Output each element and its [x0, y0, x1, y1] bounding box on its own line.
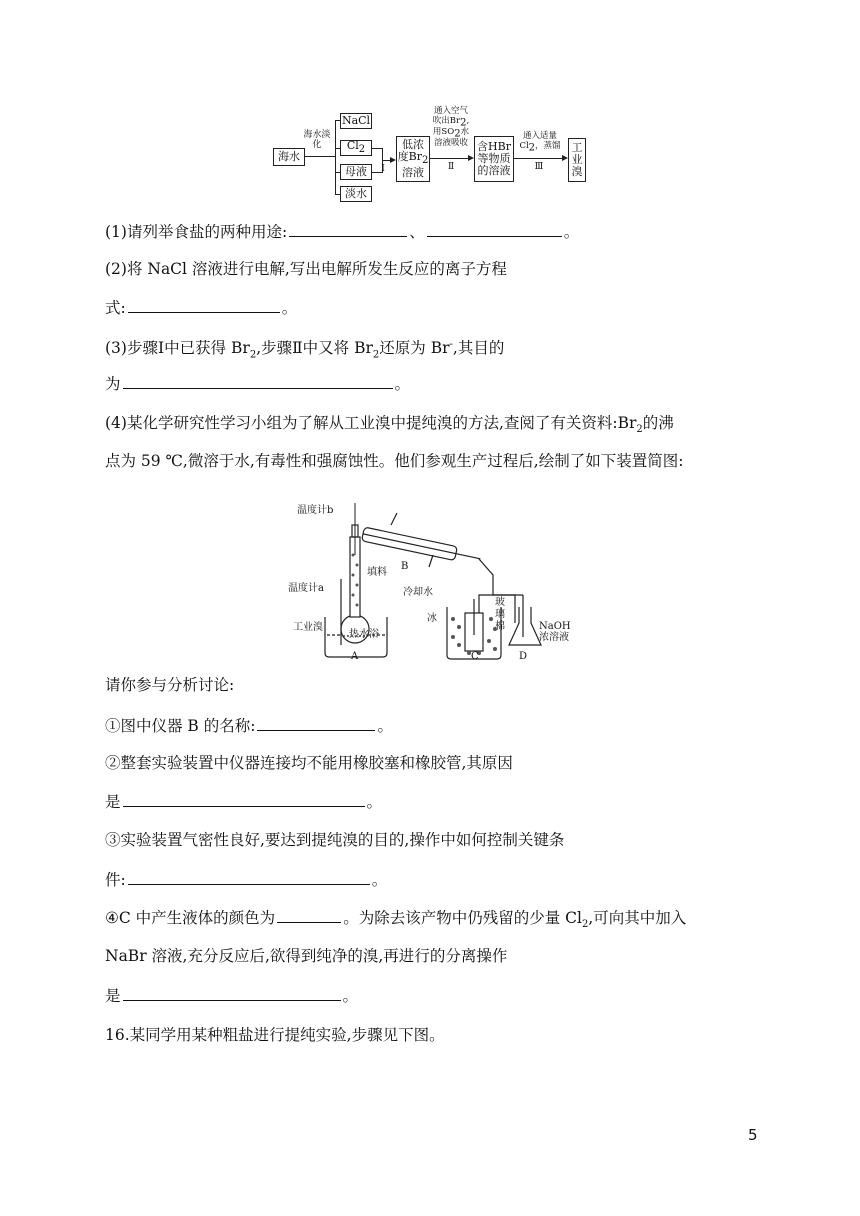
- sub-question-4-line-1: ④C 中产生液体的颜色为 。为除去该产物中仍残留的少量 $Cl_2$,可向其中加入: [105, 909, 687, 931]
- step-3-label: Ⅲ: [534, 162, 544, 172]
- naoh-label: NaOH 浓溶液: [539, 621, 571, 643]
- answer-blank[interactable]: [128, 869, 370, 885]
- question-2-line-2: 式: 。: [105, 299, 298, 317]
- answer-blank[interactable]: [123, 373, 393, 389]
- fresh-water-box: 淡水: [340, 186, 372, 202]
- step-2-label: Ⅱ: [447, 162, 455, 172]
- question-3-line-2: 为 。: [105, 375, 411, 393]
- label-d: D: [519, 651, 528, 662]
- answer-blank[interactable]: [128, 297, 280, 313]
- sub-question-4-line-2: NaBr 溶液,充分反应后,欲得到纯净的溴,再进行的分离操作: [105, 947, 508, 965]
- step-2-note: 通入空气 吹出$Br_2$, 用$SO_2$水 溶液吸收: [432, 106, 470, 148]
- seawater-flow-diagram: [270, 106, 590, 205]
- answer-blank[interactable]: [123, 985, 341, 1001]
- seawater-box: [273, 148, 305, 166]
- cl2-box: $Cl_2$: [340, 140, 372, 156]
- cooling-water-label: 冷却水: [403, 587, 433, 598]
- seawater-label: 海水: [278, 150, 300, 163]
- thermometer-b-label: 温度计b: [297, 505, 334, 516]
- condenser-b-label: B: [401, 561, 409, 572]
- question-16: 16.某同学用某种粗盐进行提纯实验,步骤见下图。: [105, 1026, 445, 1044]
- ice-label: 冰: [427, 613, 437, 624]
- discussion-intro: 请你参与分析讨论:: [105, 676, 235, 694]
- sub-question-3-line-2: 件: 。: [105, 871, 388, 889]
- glass-wool-label: 玻 璃 棉: [495, 597, 505, 632]
- page-number: 5: [748, 1126, 758, 1144]
- nacl-box: NaCl: [341, 114, 371, 127]
- thermometer-a-label: 温度计a: [288, 583, 324, 594]
- answer-blank[interactable]: [123, 791, 365, 807]
- step-3-note: 通入适量 $Cl_2$，蒸馏: [519, 131, 561, 154]
- question-4-line-1: (4)某化学研究性学习小组为了解从工业溴中提纯溴的方法,查阅了有关资料$:Br_2$的沸: [105, 414, 674, 436]
- sub-question-2-line-2: 是 。: [105, 793, 383, 811]
- answer-blank[interactable]: [289, 221, 407, 237]
- industrial-bromine-label: 工业溴: [293, 622, 323, 633]
- question-3-line-1: (3)步骤Ⅰ中已获得 $Br_2$,步骤Ⅱ中又将 $Br_2$还原为 Br-,其目的: [105, 339, 505, 361]
- question-2-line-1: (2)将 NaCl 溶液进行电解,写出电解所发生反应的离子方程: [105, 260, 507, 278]
- sub-question-3-line-1: ③实验装置气密性良好,要达到提纯溴的目的,操作中如何控制关键条: [105, 831, 565, 849]
- question-4-line-2: 点为 59 ℃,微溶于水,有毒性和强腐蚀性。他们参观生产过程后,绘制了如下装置简图:: [105, 452, 684, 470]
- answer-blank[interactable]: [277, 907, 341, 923]
- sub-question-1: ①图中仪器 B 的名称: 。: [105, 717, 393, 735]
- distillation-apparatus-diagram: [283, 495, 593, 665]
- step-1-label: Ⅰ: [381, 164, 385, 174]
- low-br2-box: 低浓 度$Br_2$ 溶液: [396, 136, 430, 182]
- label-c: C: [471, 651, 479, 662]
- answer-blank[interactable]: [257, 715, 375, 731]
- hot-water-bath-label: 热水浴: [349, 629, 379, 640]
- industrial-bromine-box: 工 业 溴: [568, 138, 586, 182]
- filler-label: 填料: [367, 567, 387, 578]
- sub-question-2-line-1: ②整套实验装置中仪器连接均不能用橡胶塞和橡胶管,其原因: [105, 754, 513, 772]
- answer-blank[interactable]: [427, 221, 562, 237]
- question-1: (1)请列举食盐的两种用途: 、 。: [105, 223, 580, 241]
- mother-liquor-box: 母液: [340, 164, 372, 180]
- desalination-label: 海水淡化: [303, 130, 331, 150]
- label-a: A: [351, 651, 359, 662]
- hbr-solution-box: 含HBr 等物质 的溶液: [474, 136, 514, 182]
- sub-question-4-line-3: 是 。: [105, 987, 359, 1005]
